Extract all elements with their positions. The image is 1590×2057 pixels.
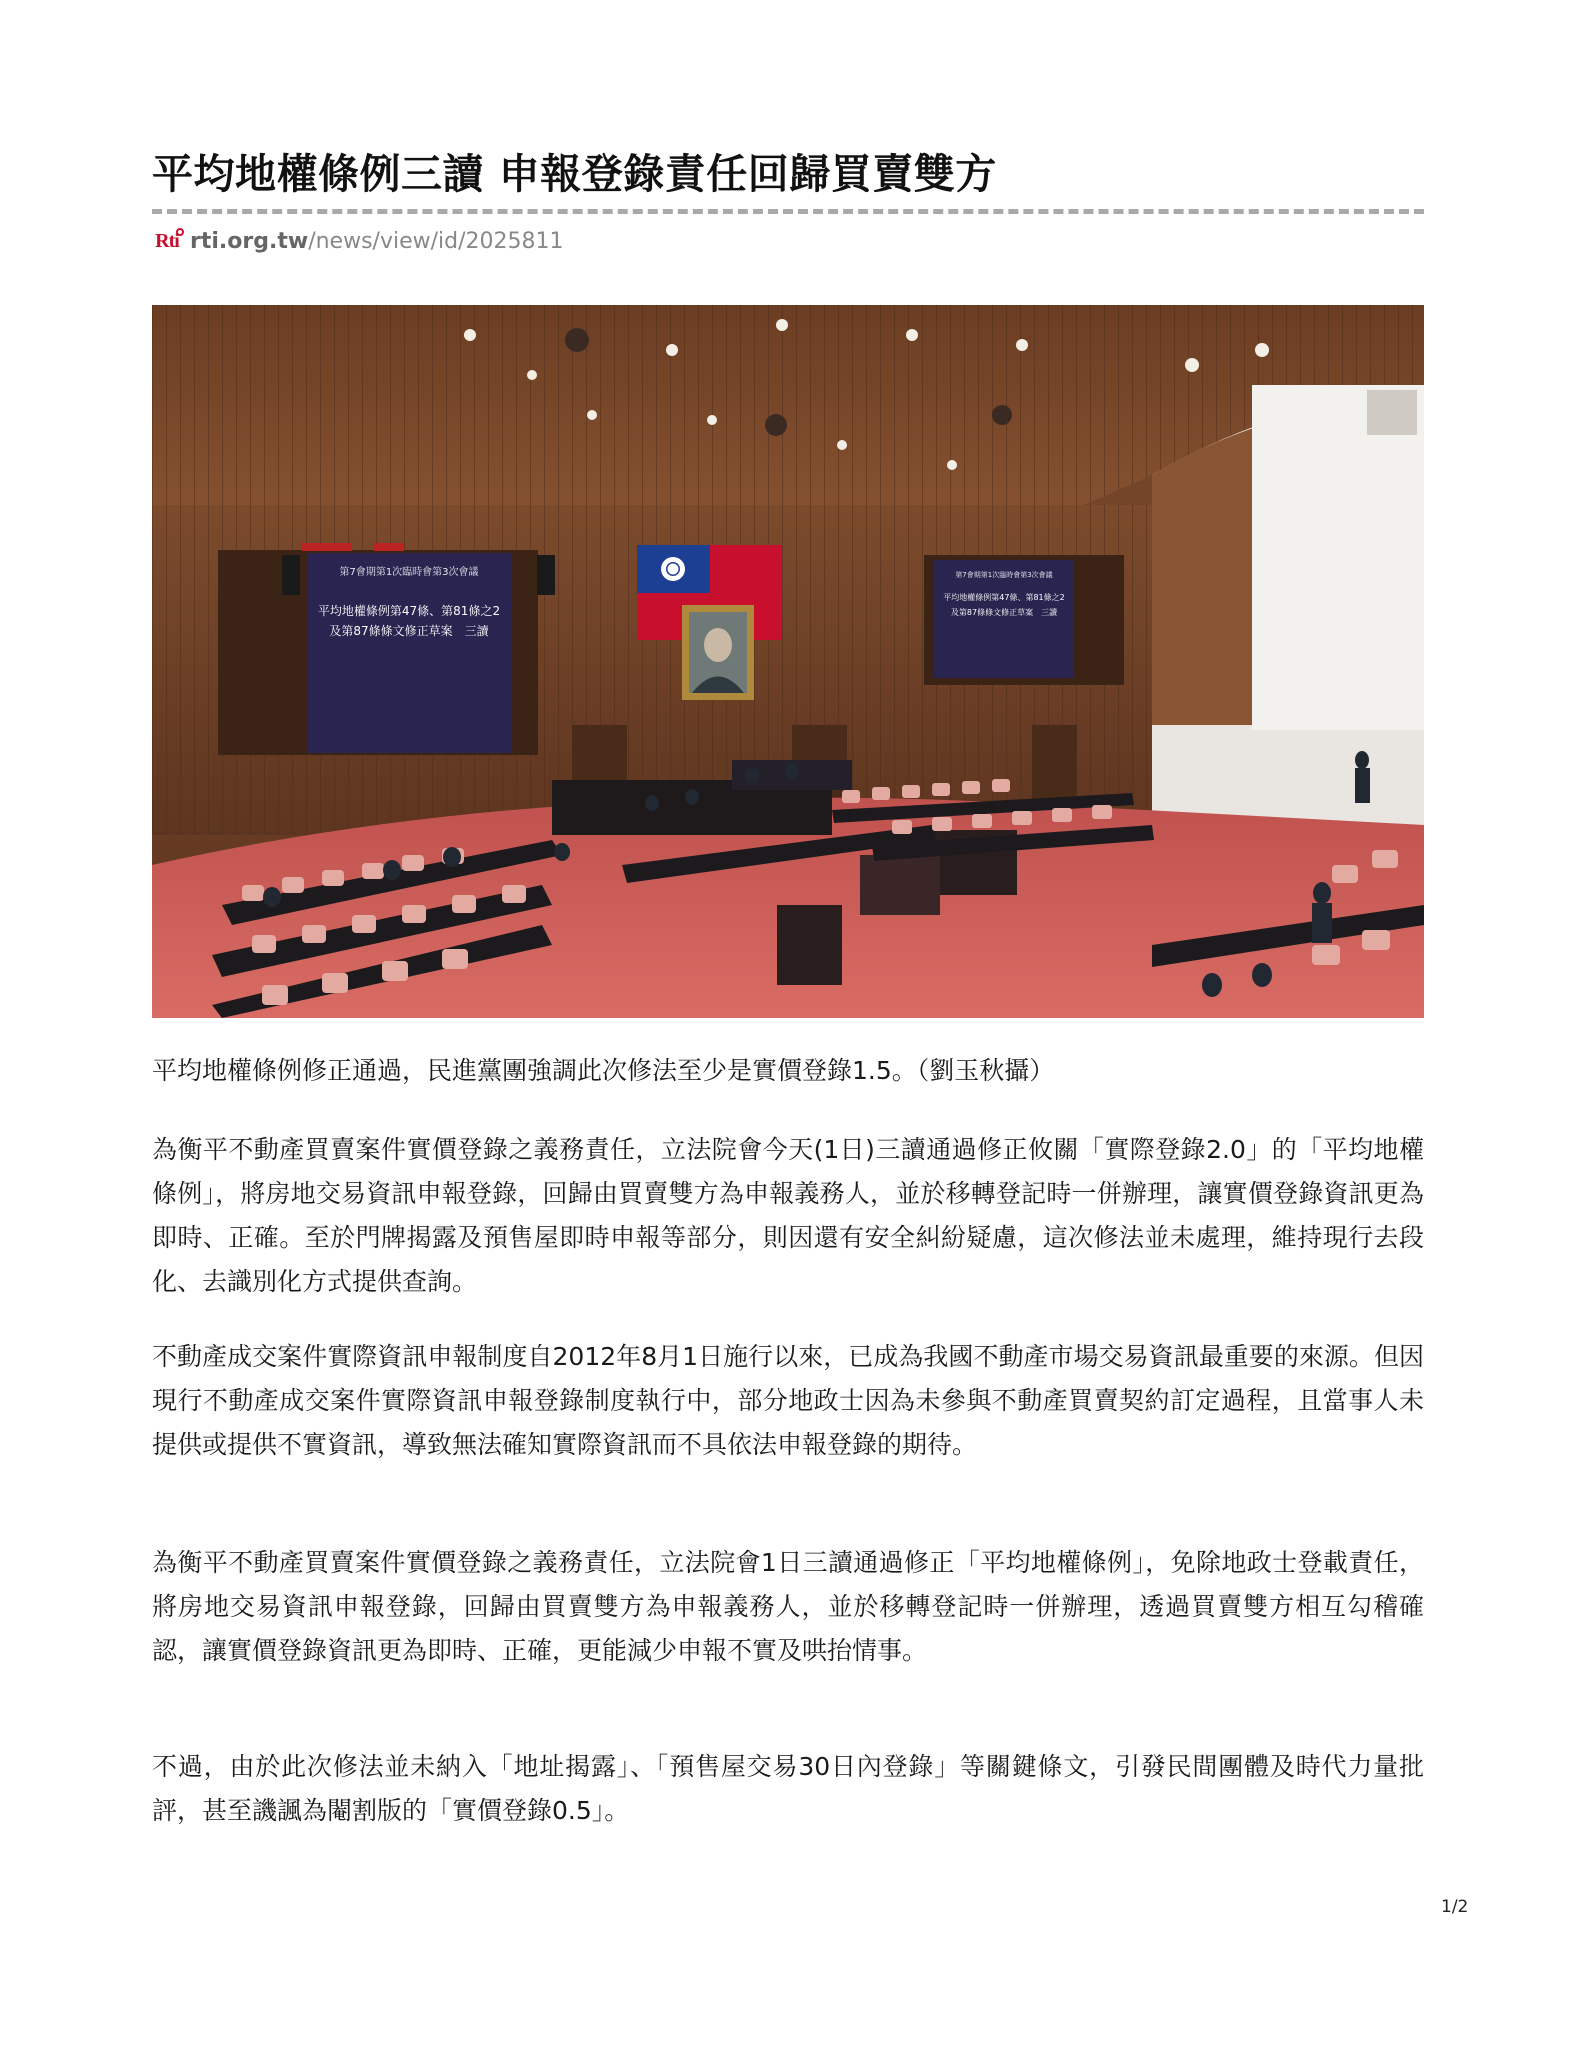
title-divider [152,209,1424,214]
left-screen-line2: 平均地權條例第47條、第81條之2 [317,604,501,618]
paragraph-3: 為衡平不動產買賣案件實價登錄之義務責任，立法院會1日三讀通過修正「平均地權條例」，免除地政士登載責任，將房地交易資訊申報登錄，回歸由買賣雙方為申報義務人，並於移轉登記時一併辦理，透過買賣雙方相互勾稽確認，讓實價登錄資訊更為即時、正確，更能減少申報不實及哄抬情事。 [152,1548,1424,1665]
paragraph-4: 不過，由於此次修法並未納入「地址揭露」、「預售屋交易30日內登錄」等關鍵條文，引發民間團體及時代力量批評，甚至譏諷為閹割版的「實價登錄0.5」。 [152,1752,1424,1825]
article-title: 平均地權條例三讀 申報登錄責任回歸買賣雙方 [152,150,997,198]
source-path[interactable]: /news/view/id/2025811 [308,228,564,254]
source-domain[interactable]: rti.org.tw [190,228,309,254]
source-line[interactable] [152,226,564,256]
paragraph-2: 不動產成交案件實際資訊申報制度自2012年8月1日施行以來，已成為我國不動產市場交易資訊最重要的來源。但因現行不動產成交案件實際資訊申報登錄制度執行中，部分地政士因為未參與不動產買賣契約訂定過程，且當事人未提供或提供不實資訊，導致無法確知實際資訊而不具依法申報登錄的期待。 [152,1342,1424,1459]
logo-dot [176,228,184,236]
right-screen-line2: 平均地權條例第47條、第81條之2 [943,593,1065,602]
left-screen-line1: 第7會期第1次臨時會第3次會議 [339,567,479,578]
legislature-photo [152,305,1424,1018]
paragraph-1: 為衡平不動產買賣案件實價登錄之義務責任，立法院會今天(1日)三讀通過修正攸關「實際登錄2.0」的「平均地權條例」，將房地交易資訊申報登錄，回歸由買賣雙方為申報義務人，並於移轉登記時一併辦理，讓實價登錄資訊更為即時、正確。至於門牌揭露及預售屋即時申報等部分，則因還有安全糾紛疑慮，這次修法並未處理，維持現行去段化、去識別化方式提供查詢。 [152,1135,1424,1296]
right-screen-line1: 第7會期第1次臨時會第3次會議 [955,571,1053,579]
rti-logo-icon [152,228,182,254]
right-screen-line3: 及第87條條文修正草案 三讀 [950,608,1058,617]
page-number: 1/2 [1441,1897,1469,1917]
photo-caption: 平均地權條例修正通過，民進黨團強調此次修法至少是實價登錄1.5。（劉玉秋攝） [152,1056,1055,1085]
left-screen-line3: 及第87條條文修正草案 三讀 [329,624,489,638]
rti-logo-text: Rti [155,229,179,252]
